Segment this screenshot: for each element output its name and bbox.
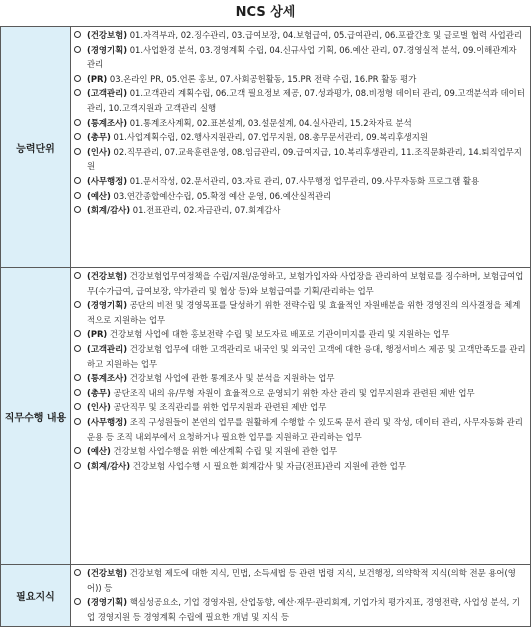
item-text: 01.사업환경 분석, 03.경영계획 수립, 04.신규사업 기획, 06.예산 관리, 07.경영실적 분석, 09.이해관계자 관리 (87, 44, 517, 70)
item-category: (회계/감사) (87, 205, 131, 216)
ncs-detail-table (0, 26, 531, 627)
list-item (73, 298, 527, 327)
item-category: (사무행정) (87, 175, 128, 186)
item-text: 건강보험 사업에 관한 통계조사 및 분석을 지원하는 업무 (129, 373, 335, 384)
bullet-circle-icon (74, 598, 81, 605)
item-category: (PR) (87, 73, 108, 84)
section-row (1, 27, 531, 268)
bullet-circle-icon (74, 418, 81, 425)
list-item (73, 444, 527, 459)
list-item (73, 28, 527, 43)
item-category: (사무행정) (87, 416, 128, 427)
item-category: (고객관리) (87, 343, 128, 354)
item-text: 건강보험 사업수행을 위한 예산계획 수립 및 지원에 관한 업무 (113, 446, 338, 457)
item-text: 01.사업계획수립, 02.행사지원관리, 07.업무지원, 08.총무문서관리, 09.복리후생지원 (113, 132, 428, 143)
list-item (73, 145, 527, 174)
section-content (71, 27, 531, 268)
bullet-circle-icon (74, 75, 81, 82)
section-label: 능력단위 (1, 27, 71, 268)
list-item (73, 116, 527, 131)
item-text: 03.온라인 PR, 05.언론 홍보, 07.사회공헌활동, 15.PR 전략 수립, 16.PR 활동 평가 (109, 73, 417, 84)
item-category: (PR) (87, 329, 108, 340)
bullet-circle-icon (74, 345, 81, 352)
item-text: 03.연간종합예산수립, 05.확정 예산 운영, 06.예산실적관리 (113, 190, 332, 201)
item-category: (경영기획) (87, 300, 128, 311)
item-category: (통계조사) (87, 373, 128, 384)
list-item (73, 203, 527, 218)
item-category: (경영기획) (87, 44, 128, 55)
section-content (71, 268, 531, 565)
item-text: 01.통계조사계획, 02.표본설계, 03.설문설계, 04.실사관리, 15.2차자료 분석 (129, 117, 412, 128)
list-item (73, 72, 527, 87)
item-text: 핵심성공요소, 기업 경영자원, 산업동향, 예산·재무·관리회계, 기업가치 평가지표, 경영전략, 사업성 분석, 기업 경영지원 등 경영계획 수립에 필요한 개념 및 지식 등 (87, 597, 521, 622)
item-category: (건강보험) (87, 30, 128, 40)
item-category: (예산) (87, 446, 111, 457)
bullet-circle-icon (74, 192, 81, 199)
item-text: 공단의 비전 및 경영목표를 달성하기 위한 전략수립 및 효율적인 자원배분을 위한 경영진의 의사결정을 체계적으로 지원하는 업무 (87, 300, 521, 325)
bullet-circle-icon (74, 447, 81, 454)
item-text: 조직 구성원들이 본연의 업무를 원활하게 수행할 수 있도록 문서 관리 및 작성, 데이터 관리, 사무자동화 관리운용 등 조직 내외부에서 요청하거나 필요한 업무를 지원하고 관리하는 업무 (87, 416, 523, 442)
list-item (73, 371, 527, 386)
bullet-circle-icon (74, 206, 81, 213)
item-text: 건강보험 업무에 대한 고객관리로 내국인 및 외국인 고객에 대한 응대, 행정서비스 제공 및 고객만족도를 관리하고 지원하는 업무 (87, 343, 526, 369)
bullet-circle-icon (74, 148, 81, 155)
item-text: 건강보험 사업에 대한 홍보전략 수립 및 보도자료 배포로 기관이미지를 관리 및 지원하는 업무 (109, 329, 450, 340)
section-label: 필요지식 (1, 565, 71, 627)
list-item (73, 415, 527, 444)
bullet-circle-icon (74, 133, 81, 140)
item-category: (건강보험) (87, 568, 128, 578)
list-item (73, 174, 527, 189)
item-category: (예산) (87, 190, 111, 201)
item-category: (고객관리) (87, 88, 128, 99)
list-item (73, 386, 527, 401)
bullet-circle-icon (74, 119, 81, 126)
page-title: NCS 상세 (0, 0, 531, 26)
item-text: 건강보험 제도에 대한 지식, 민법, 소득세법 등 관련 법령 지식, 보건행정, 의약학적 지식(의학 전문 용어(영어)) 등 (87, 568, 516, 593)
list-item (73, 400, 527, 415)
item-text: 01.전표관리, 02.자금관리, 07.회계감사 (132, 205, 281, 216)
bullet-circle-icon (74, 46, 81, 53)
item-category: (인사) (87, 146, 111, 157)
item-category: (회계/감사) (87, 460, 131, 471)
bullet-circle-icon (74, 569, 81, 576)
bullet-circle-icon (74, 462, 81, 469)
bullet-circle-icon (74, 403, 81, 410)
list-item (73, 269, 527, 298)
item-text: 01.문서작성, 02.문서관리, 03.자료 관리, 07.사무행정 업무관리, 09.사무자동화 프로그램 활용 (129, 175, 480, 186)
section-row (1, 565, 531, 627)
bullet-circle-icon (74, 177, 81, 184)
item-category: (경영기획) (87, 597, 128, 608)
list-item (73, 43, 527, 72)
section-label: 직무수행 내용 (1, 268, 71, 565)
item-category: (건강보험) (87, 271, 128, 281)
item-category: (총무) (87, 132, 111, 143)
item-text: 건강보험 사업수행 시 필요한 회계감사 및 자금(전표)관리 지원에 관한 업무 (132, 460, 406, 471)
list-item (73, 566, 527, 595)
item-text: 공단조직 내의 유/무형 자원이 효율적으로 운영되기 위한 자산 관리 및 업무지원과 관련된 제반 업무 (113, 387, 475, 398)
bullet-circle-icon (74, 389, 81, 396)
list-item (73, 327, 527, 342)
bullet-circle-icon (74, 89, 81, 96)
bullet-circle-icon (74, 301, 81, 308)
bullet-circle-icon (74, 31, 81, 38)
item-text: 01.자격부과, 02.징수관리, 03.급여보장, 04.보험급여, 05.급여관리, 06.포괄간호 및 글로벌 협력 사업관리 (129, 30, 522, 40)
section-content (71, 565, 531, 627)
item-text: 공단직무 및 조직관리를 위한 업무지원과 관련된 제반 업무 (113, 402, 327, 413)
item-category: (통계조사) (87, 117, 128, 128)
list-item (73, 595, 527, 624)
item-text: 01.고객관리 계획수립, 06.고객 필요정보 제공, 07.성과평가, 08.비정형 데이터 관리, 09.고객분석과 데이터 관리, 10.고객지원과 고객관리 실행 (87, 88, 525, 113)
list-item (73, 189, 527, 204)
list-item (73, 86, 527, 115)
bullet-circle-icon (74, 330, 81, 337)
item-text: 02.직무관리, 07.교육훈련운영, 08.임금관리, 09.급여지급, 10.복리후생관리, 11.조직문화관리, 14.퇴직업무지원 (87, 146, 522, 172)
bullet-circle-icon (74, 272, 81, 279)
item-text: 건강보험업무여정책을 수립/지원/운영하고, 보험가입자와 사업장을 관리하여 보험료를 징수하며, 보험급여업무(수가급여, 급여보장, 약가관리 및 협상 등)와 보험급여를 기획/관리하는 업무 (87, 271, 524, 296)
item-category: (총무) (87, 387, 111, 398)
section-row (1, 268, 531, 565)
bullet-circle-icon (74, 374, 81, 381)
list-item (73, 459, 527, 474)
list-item (73, 342, 527, 371)
item-category: (인사) (87, 402, 111, 413)
list-item (73, 130, 527, 145)
